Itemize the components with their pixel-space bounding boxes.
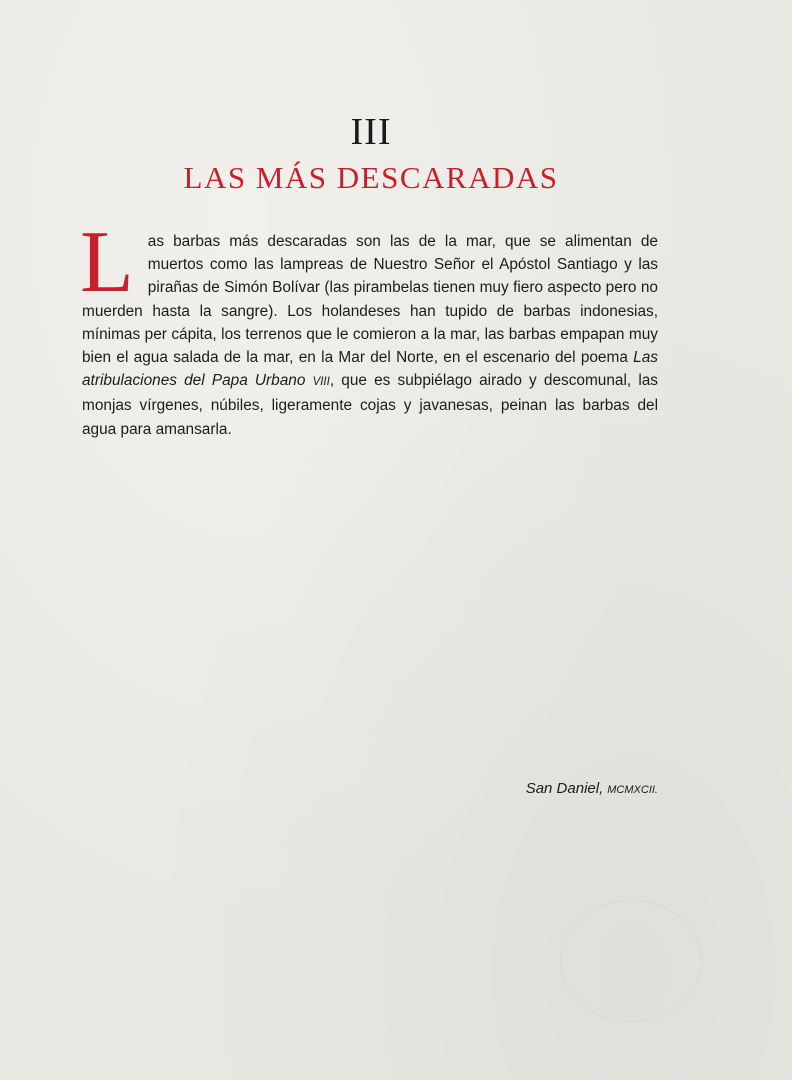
- paragraph-text-part2: , que es subpiélago airado y descomunal, las monjas vírgenes, núbiles, ligeramente cojas y javanesas, peinan las barbas del agua para amansarla.: [82, 372, 658, 438]
- chapter-title: LAS MÁS DESCARADAS: [183, 160, 559, 195]
- paper-emboss-mark: [560, 900, 702, 1022]
- signature-place: San Daniel,: [525, 780, 604, 797]
- signature-year: MCMXCII.: [607, 784, 658, 796]
- drop-cap: L: [80, 214, 134, 311]
- poem-title: Las atribulaciones del Papa Urbano: [82, 349, 658, 390]
- chapter-number: III: [350, 111, 392, 153]
- poem-numeral: VIII: [312, 376, 330, 389]
- paragraph-text-part1: as barbas más descaradas son las de la mar, que se alimentan de muertos como las lampreas de Nuestro Señor el Apóstol Santiago y las pirañas de Simón Bolívar (las pirambelas tienen muy fiero aspecto pero no muerden hasta la sangre). Los holandeses han tupido de barbas indonesias, mínimas per cápita, los terrenos que le comieron a la mar, las barbas empapan muy bien el agua salada de la mar, en la Mar del Norte, en el escenario del poema: [82, 233, 658, 367]
- body-paragraph: [80, 214, 658, 441]
- signature: [526, 780, 658, 797]
